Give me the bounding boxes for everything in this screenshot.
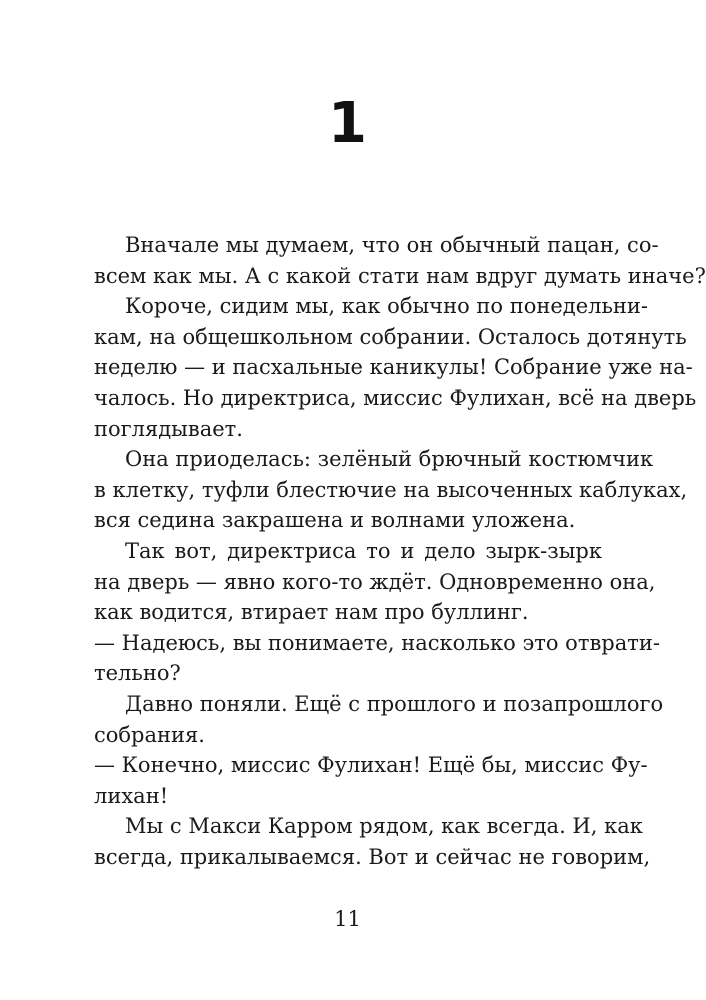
page-number: 11 [334,907,361,931]
chapter-number: 1 [328,91,367,156]
text-line: Вначале мы думаем, что он обычный пацан, со- [125,233,659,257]
text-line: всем как мы. А с какой стати нам вдруг думать иначе? [94,263,706,288]
text-line: неделю — и пасхальные каникулы! Собрание уже на- [94,355,693,380]
text-line: поглядывает. [94,416,243,441]
text-line: всегда, прикалываемся. Вот и сейчас не говорим, [94,844,651,869]
text-line: — Конечно, миссис Фулихан! Ещё бы, миссис Фу- [94,753,648,778]
text-line: как водится, втирает нам про буллинг. [94,600,529,625]
text-line: лихан! [94,783,169,808]
text-line: Мы с Макси Карром рядом, как всегда. И, как [125,814,643,839]
text-line: в клетку, туфли блестючие на высоченных каблуках, [94,477,688,502]
text-line: Короче, сидим мы, как обычно по понедельни- [125,294,648,319]
text-line: Так вот, директриса то и дело зырк-зырк [125,538,602,563]
text-line: чалось. Но директриса, миссис Фулихан, всё на дверь [94,385,697,410]
text-line: на дверь — явно кого-то ждёт. Одновременно она, [94,569,656,594]
text-line: собрания. [94,722,205,747]
text-line: вся седина закрашена и волнами уложена. [94,508,576,533]
text-line: тельно? [94,661,181,686]
body-text [94,230,706,872]
text-line: кам, на общешкольном собрании. Осталось дотянуть [94,324,687,349]
text-line: Она приоделась: зелёный брючный костюмчик [125,447,654,472]
text-line: — Надеюсь, вы понимаете, насколько это отврати- [94,630,660,655]
text-line: Давно поняли. Ещё с прошлого и позапрошлого [125,691,664,716]
